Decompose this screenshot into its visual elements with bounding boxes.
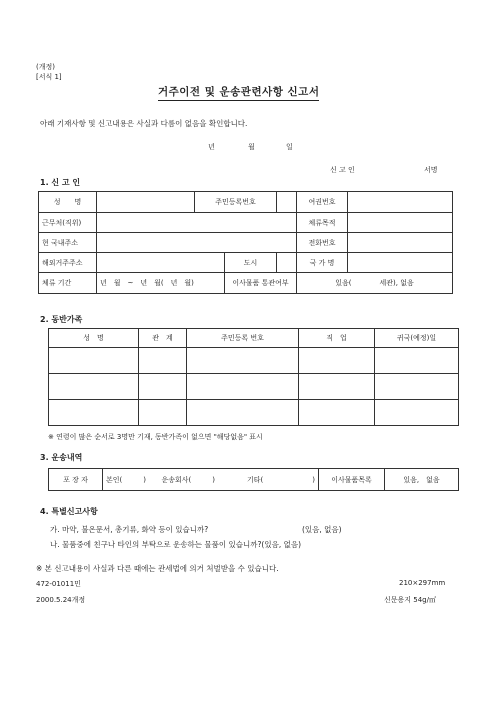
domestic-address-label: 현 국내주소: [39, 233, 97, 253]
signature-label: 서명: [424, 166, 438, 174]
family-cell[interactable]: [139, 348, 187, 374]
overseas-address-field[interactable]: [97, 253, 225, 273]
workplace-field[interactable]: [97, 213, 297, 233]
stay-purpose-field[interactable]: [348, 213, 453, 233]
name-label: 성 명: [39, 192, 97, 213]
packer-label: 포 장 자: [49, 469, 103, 491]
family-cell[interactable]: [375, 400, 459, 426]
goods-list-value[interactable]: 있음, 없음: [385, 469, 459, 491]
family-cell[interactable]: [187, 400, 299, 426]
section2-heading: 2. 동반가족: [40, 315, 83, 324]
stay-purpose-label: 체류목적: [297, 213, 348, 233]
date-year: 년: [208, 143, 215, 151]
legal-notice: ※ 본 신고내용이 사실과 다른 때에는 관세법에 의거 처벌받을 수 있습니다.: [36, 564, 279, 573]
resident-id-label: 주민등록번호: [195, 192, 277, 213]
workplace-label: 근무처(직위): [39, 213, 97, 233]
family-cell[interactable]: [299, 400, 375, 426]
table-row: [49, 400, 459, 426]
family-col-relation: 관 계: [139, 329, 187, 348]
family-cell[interactable]: [187, 374, 299, 400]
goods-list-label: 이사물품목록: [319, 469, 385, 491]
customs-value[interactable]: 있음( 세관), 없음: [297, 273, 453, 294]
transport-table: [48, 468, 459, 491]
form-number: [서식 1]: [36, 73, 62, 81]
family-cell[interactable]: [375, 348, 459, 374]
family-col-job: 직 업: [299, 329, 375, 348]
family-col-return-date: 귀국(예정)일: [375, 329, 459, 348]
family-note: ※ 연령이 많은 순서로 3명만 기재, 동반가족이 없으면 "해당없음" 표시: [48, 433, 263, 441]
family-cell[interactable]: [49, 348, 139, 374]
family-cell[interactable]: [139, 374, 187, 400]
country-field[interactable]: [348, 253, 453, 273]
table-row: [49, 374, 459, 400]
phone-field[interactable]: [348, 233, 453, 253]
family-cell[interactable]: [49, 374, 139, 400]
packer-company-option[interactable]: 운송회사( ): [159, 469, 219, 491]
special-question-1: 가. 마약, 불온문서, 총기류, 화약 등이 있습니까?: [50, 525, 209, 534]
city-label: 도시: [225, 253, 277, 273]
date-month: 월: [248, 143, 255, 151]
special-question-2: 나. 물품중에 친구나 타인의 부탁으로 운송하는 물품이 있습니까?(있음, 없음): [50, 540, 302, 549]
paper-size: 210×297mm: [399, 579, 446, 587]
paper-type: 신문용지 54g/㎡: [384, 596, 436, 604]
page-title: 거주이전 및 운송관련사항 신고서: [158, 84, 319, 101]
family-cell[interactable]: [299, 348, 375, 374]
city-field[interactable]: [277, 253, 297, 273]
customs-label: 이사물품 통관여부: [225, 273, 297, 294]
declarant-table: [38, 191, 453, 294]
section3-heading: 3. 운송내역: [40, 453, 83, 462]
packer-other-option[interactable]: 기타( ): [219, 469, 319, 491]
table-row: [49, 348, 459, 374]
family-col-name: 성 명: [49, 329, 139, 348]
special-answer-1[interactable]: (있음, 없음): [302, 525, 342, 534]
stay-period-label: 체류 기간: [39, 273, 97, 294]
revision-note: (개정): [36, 63, 55, 71]
signer-label: 신 고 인: [330, 166, 355, 174]
country-label: 국 가 명: [297, 253, 348, 273]
form-code: 472-01011민: [36, 580, 81, 588]
passport-field[interactable]: [348, 192, 453, 213]
section4-heading: 4. 특별신고사항: [40, 507, 98, 516]
domestic-address-field[interactable]: [97, 233, 297, 253]
family-cell[interactable]: [139, 400, 187, 426]
passport-label: 여권번호: [297, 192, 348, 213]
name-field[interactable]: [97, 192, 195, 213]
packer-self-option[interactable]: 본인( ): [103, 469, 159, 491]
family-cell[interactable]: [375, 374, 459, 400]
family-cell[interactable]: [299, 374, 375, 400]
family-table: [48, 328, 459, 426]
family-col-id: 주민등록 번호: [187, 329, 299, 348]
family-cell[interactable]: [49, 400, 139, 426]
stay-period-value[interactable]: 년 월 ~ 년 월( 년 월): [97, 273, 225, 294]
revision-date: 2000.5.24개정: [36, 596, 86, 604]
overseas-address-label: 해외거주주소: [39, 253, 97, 273]
intro-text: 아래 기재사항 및 신고내용은 사실과 다름이 없음을 확인합니다.: [40, 119, 248, 128]
family-cell[interactable]: [187, 348, 299, 374]
resident-id-field[interactable]: [277, 192, 297, 213]
section1-heading: 1. 신 고 인: [40, 178, 81, 187]
phone-label: 전화번호: [297, 233, 348, 253]
date-day: 일: [286, 143, 293, 151]
